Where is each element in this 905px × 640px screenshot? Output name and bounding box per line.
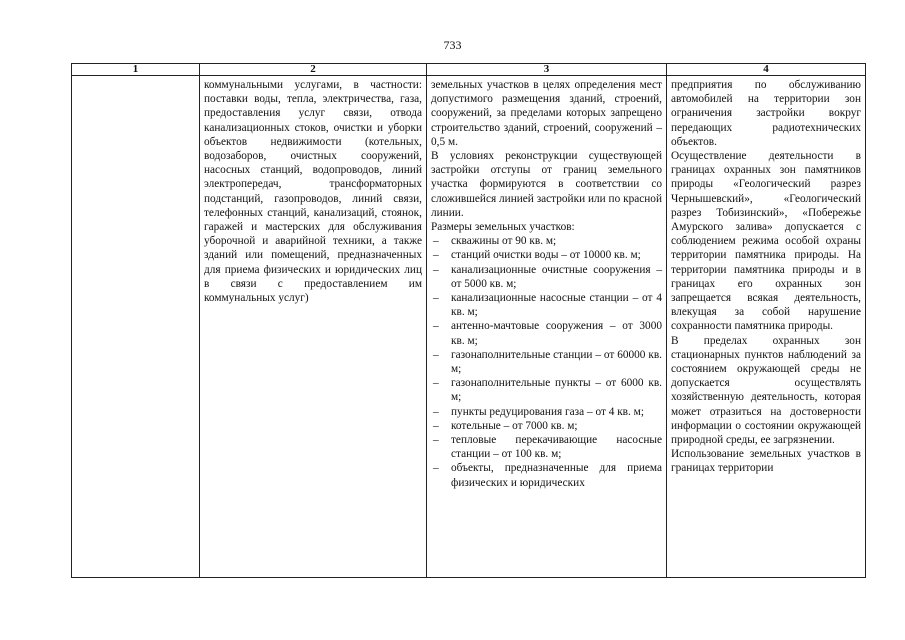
- page-number: 733: [443, 38, 462, 52]
- regulation-table: [71, 63, 866, 578]
- list-item: – антенно-мачтовые сооружения – от 3000 кв. м;: [431, 319, 662, 347]
- list-item: – объекты, предназначенные для приема физических и юридических: [431, 461, 662, 489]
- list-item: – котельные – от 7000 кв. м;: [431, 419, 662, 433]
- column-header-2: 2: [200, 63, 427, 76]
- list-item: – канализационные очистные сооружения – от 5000 кв. м;: [431, 263, 662, 291]
- column-header-3: 3: [427, 63, 667, 76]
- setback-text: земельных участков в целях определения мест допустимого размещения зданий, строений, сооружений, за пределами которых запрещено строительство зданий, строений, сооружений – 0,5 м.: [431, 79, 662, 148]
- column-2-text: коммунальными услугами, в частности: поставки воды, тепла, электричества, газа, предоставления услуг связи, отвода канализационных стоков, очистки и уборки объектов недвижимости (котельных, водозаборов, очистных сооружений, насосных станций, водопроводов, линий электропередач, трансформаторных подстанций, газопроводов, линий связи, телефонных станций, канализаций, стоянок, гаражей и мастерских для обслуживания уборочной и аварийной техники, а также зданий или помещений, предназначенных для приема физических и юридических лиц в связи с предоставлением им коммунальных услуг): [204, 79, 422, 305]
- list-item: – скважины от 90 кв. м;: [431, 234, 662, 248]
- plot-sizes-label: Размеры земельных участков:: [431, 221, 575, 234]
- observation-points-text: В пределах охранных зон стационарных пунктов наблюдений за состоянием окружающей среды не допускается осуществлять хозяйственную деятельность, которая может отразиться на достоверности информации о состоянии окружающей природной среды, ее загрязнении.: [671, 334, 861, 447]
- list-item: – тепловые перекачивающие насосные станции – от 100 кв. м;: [431, 433, 662, 461]
- land-use-text: Использование земельных участков в границах территории: [671, 448, 861, 475]
- list-item: – пункты редуцирования газа – от 4 кв. м;: [431, 405, 662, 419]
- list-item: – газонаполнительные станции – от 60000 кв. м;: [431, 348, 662, 376]
- reconstruction-text: В условиях реконструкции существующей застройки отступы от границ земельного участка формируются в соответствии со сложившейся линией застройки или по красной линии.: [431, 150, 662, 219]
- plot-sizes-list: [431, 234, 662, 490]
- radio-zone-text: предприятия по обслуживанию автомобилей на территории зон ограничения застройки вокруг передающих радиотехнических объектов.: [671, 79, 861, 148]
- list-item: – канализационные насосные станции – от 4 кв. м;: [431, 291, 662, 319]
- column-header-1: 1: [72, 63, 200, 76]
- column-3-content: [431, 78, 662, 490]
- column-1-cell: [72, 76, 200, 577]
- column-2-cell: [200, 76, 427, 577]
- nature-monument-text: Осуществление деятельности в границах охранных зон памятников природы «Геологический разрез Чернышевский», «Геологический разрез Тобизинский», «Побережье Амурского залива» допускается с соблюдением режима особой охраны территории памятника природы. На территории памятника природы и в границах его охранных зон запрещается всякая деятельность, влекущая за собой нарушение сохранности памятника природы.: [671, 150, 861, 333]
- column-header-4: 4: [667, 63, 866, 76]
- column-4-cell: [667, 76, 866, 577]
- column-4-content: [671, 78, 861, 476]
- column-3-cell: [427, 76, 667, 577]
- list-item: – станций очистки воды – от 10000 кв. м;: [431, 248, 662, 262]
- list-item: – газонаполнительные пункты – от 6000 кв. м;: [431, 376, 662, 404]
